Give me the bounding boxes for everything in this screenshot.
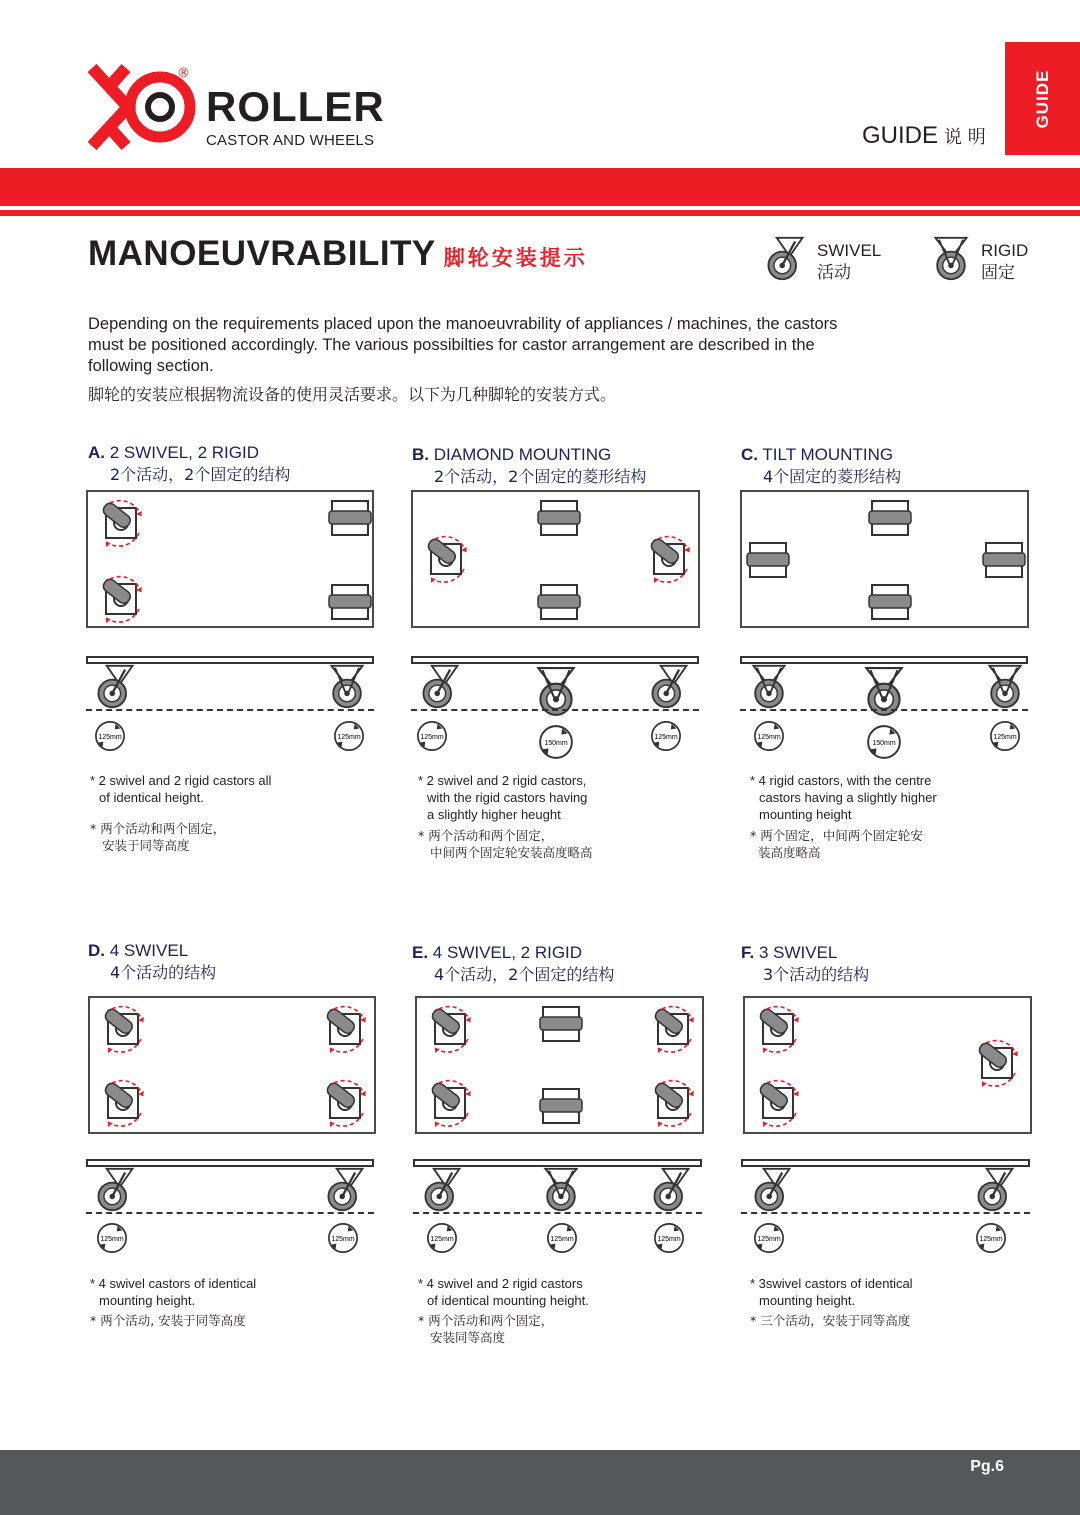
dimension-icon bbox=[416, 720, 448, 752]
section-b-note bbox=[418, 772, 593, 861]
swivel-castor-icon bbox=[644, 1074, 704, 1134]
section-b-title-cn: 2个活动，2个固定的菱形结构 bbox=[434, 467, 647, 486]
brand-tagline: CASTOR AND WHEELS bbox=[206, 132, 375, 149]
footer-bar bbox=[0, 1450, 1080, 1515]
swivel-legend-icon bbox=[762, 236, 808, 282]
legend-swivel-en: SWIVEL bbox=[817, 241, 882, 260]
section-e-heading bbox=[412, 942, 614, 986]
guide-tab-label: GUIDE bbox=[1032, 69, 1052, 128]
section-f-title: 3 SWIVEL bbox=[758, 943, 838, 962]
section-b-title: DIAMOND MOUNTING bbox=[433, 445, 612, 464]
section-f-title-cn: 3个活动的结构 bbox=[763, 965, 870, 984]
section-f-floor-line bbox=[741, 1212, 1030, 1214]
section-b-floor-line bbox=[411, 709, 699, 711]
rigid-legend-icon bbox=[928, 236, 974, 282]
section-f-letter: F. bbox=[741, 943, 755, 962]
rigid-wheel-icon bbox=[982, 664, 1028, 710]
swivel-wheel-icon bbox=[92, 664, 138, 710]
section-e-platform bbox=[413, 1159, 702, 1167]
note-line-cn: 安装于同等高度 bbox=[102, 838, 190, 853]
wheel-size-label: 125mm bbox=[420, 734, 444, 741]
rigid-castor-icon bbox=[537, 582, 581, 622]
dimension-icon bbox=[653, 1222, 685, 1254]
dimension-icon bbox=[327, 1222, 359, 1254]
section-f-plan bbox=[743, 996, 1032, 1134]
section-d-title: 4 SWIVEL bbox=[109, 941, 189, 960]
legend-swivel bbox=[817, 240, 881, 284]
wheel-size-label: 125mm bbox=[337, 734, 361, 741]
wheel-size-label: 125mm bbox=[98, 734, 122, 741]
note-line: with the rigid castors having bbox=[427, 790, 588, 805]
rigid-castor-icon bbox=[982, 540, 1026, 580]
rigid-castor-icon bbox=[328, 498, 372, 538]
rigid-wheel-icon bbox=[746, 664, 792, 710]
note-line: * 3swivel castors of identical bbox=[750, 1276, 913, 1291]
note-line: * 2 swivel and 2 rigid castors, bbox=[418, 773, 587, 788]
section-d-floor-line bbox=[86, 1212, 374, 1214]
note-line: mounting height. bbox=[99, 1293, 196, 1308]
registered-mark: ® bbox=[177, 66, 190, 81]
section-a-letter: A. bbox=[88, 443, 105, 462]
section-c-heading bbox=[741, 444, 901, 488]
wheel-size-label: 125mm bbox=[430, 1236, 454, 1243]
page-title-cn: 脚轮安装提示 bbox=[443, 246, 588, 270]
section-c-note bbox=[750, 772, 937, 861]
page-number: Pg.6 bbox=[970, 1458, 1004, 1475]
wheel-size-label: 150mm bbox=[872, 740, 896, 747]
note-line: of identical mounting height. bbox=[427, 1293, 589, 1308]
dimension-icon bbox=[866, 724, 902, 760]
dimension-icon bbox=[94, 720, 126, 752]
rigid-castor-icon bbox=[537, 498, 581, 538]
section-b-heading bbox=[412, 444, 646, 488]
wheel-size-label: 125mm bbox=[657, 1236, 681, 1243]
section-c-letter: C. bbox=[741, 445, 758, 464]
note-line-cn: * 两个固定，中间两个固定轮安 bbox=[750, 828, 923, 843]
legend-rigid bbox=[981, 240, 1028, 284]
swivel-castor-icon bbox=[968, 1034, 1028, 1094]
section-a-heading bbox=[88, 442, 290, 486]
dimension-icon bbox=[538, 724, 574, 760]
section-a-title-cn: 2个活动，2个固定的结构 bbox=[110, 465, 291, 484]
wheel-size-label: 125mm bbox=[550, 1236, 574, 1243]
swivel-castor-icon bbox=[421, 1000, 481, 1060]
section-e-note bbox=[418, 1275, 589, 1346]
section-d-platform bbox=[86, 1159, 374, 1167]
header-stripe bbox=[0, 210, 1080, 216]
note-line: * 4 rigid castors, with the centre bbox=[750, 773, 932, 788]
section-a-plan bbox=[86, 490, 374, 628]
guide-label-cn: 说 明 bbox=[944, 127, 986, 148]
dimension-icon bbox=[333, 720, 365, 752]
swivel-castor-icon bbox=[316, 1074, 376, 1134]
swivel-castor-icon bbox=[94, 1000, 154, 1060]
swivel-wheel-icon bbox=[648, 1167, 694, 1213]
section-f-note bbox=[750, 1275, 913, 1329]
section-d-title-cn: 4个活动的结构 bbox=[110, 963, 217, 982]
section-a-platform bbox=[86, 656, 374, 664]
note-line: a slightly higher heught bbox=[427, 807, 561, 822]
rigid-castor-icon bbox=[539, 1004, 583, 1044]
guide-label bbox=[862, 122, 986, 150]
swivel-castor-icon bbox=[749, 1000, 809, 1060]
legend-rigid-cn: 固定 bbox=[981, 263, 1015, 283]
section-d-note bbox=[90, 1275, 256, 1329]
wheel-size-label: 125mm bbox=[757, 734, 781, 741]
section-d-plan bbox=[88, 996, 376, 1134]
dimension-icon bbox=[753, 1222, 785, 1254]
note-line: mounting height. bbox=[759, 1293, 856, 1308]
note-line-cn: 装高度略高 bbox=[758, 845, 821, 860]
brand-name: ROLLER bbox=[206, 83, 385, 130]
section-b-letter: B. bbox=[412, 445, 429, 464]
wheel-size-label: 125mm bbox=[993, 734, 1017, 741]
intro-text-cn: 脚轮的安装应根据物流设备的使用灵活要求。以下为几种脚轮的安装方式。 bbox=[88, 385, 617, 404]
dimension-icon bbox=[650, 720, 682, 752]
rigid-wheel-icon bbox=[538, 1167, 584, 1213]
swivel-castor-icon bbox=[92, 494, 152, 554]
swivel-castor-icon bbox=[417, 530, 477, 590]
note-line: * 4 swivel castors of identical bbox=[90, 1276, 257, 1291]
swivel-wheel-icon bbox=[322, 1167, 368, 1213]
section-a-note bbox=[90, 772, 271, 854]
dimension-icon bbox=[426, 1222, 458, 1254]
page-title bbox=[88, 234, 588, 274]
section-e-title: 4 SWIVEL, 2 RIGID bbox=[432, 943, 583, 962]
logo-icon bbox=[88, 62, 198, 152]
section-e-floor-line bbox=[413, 1212, 702, 1214]
note-line-cn: * 三个活动，安装于同等高度 bbox=[750, 1313, 911, 1328]
swivel-castor-icon bbox=[92, 570, 152, 630]
swivel-castor-icon bbox=[640, 530, 700, 590]
note-line-cn: * 两个活动, 安装于同等高度 bbox=[90, 1313, 246, 1328]
note-line: mounting height bbox=[759, 807, 852, 822]
note-line: of identical height. bbox=[99, 790, 204, 805]
swivel-wheel-icon bbox=[972, 1167, 1018, 1213]
dimension-icon bbox=[753, 720, 785, 752]
note-line-cn: 安装同等高度 bbox=[430, 1330, 506, 1345]
note-line-cn: * 两个活动和两个固定， bbox=[90, 821, 226, 836]
dimension-icon bbox=[989, 720, 1021, 752]
dimension-icon bbox=[546, 1222, 578, 1254]
guide-label-en: GUIDE bbox=[862, 122, 939, 149]
section-e-title-cn: 4个活动，2个固定的结构 bbox=[434, 965, 615, 984]
dimension-icon bbox=[975, 1222, 1007, 1254]
wheel-size-label: 125mm bbox=[654, 734, 678, 741]
swivel-castor-icon bbox=[749, 1074, 809, 1134]
intro-text: Depending on the requirements placed upon the manoeuvrability of appliances / machines, the castors must be positioned accordingly. The various possibilties for castor arrangement are described in the following section. bbox=[88, 315, 838, 375]
swivel-wheel-icon bbox=[419, 1167, 465, 1213]
wheel-size-label: 125mm bbox=[979, 1236, 1003, 1243]
swivel-castor-icon bbox=[644, 1000, 704, 1060]
section-a-floor-line bbox=[86, 709, 374, 711]
section-c-platform bbox=[740, 656, 1028, 664]
section-f-platform bbox=[741, 1159, 1030, 1167]
section-c-title-cn: 4个固定的菱形结构 bbox=[763, 467, 902, 486]
wheel-size-label: 150mm bbox=[544, 740, 568, 747]
note-line: castors having a slightly higher bbox=[759, 790, 937, 805]
section-d-letter: D. bbox=[88, 941, 105, 960]
section-e-letter: E. bbox=[412, 943, 429, 962]
section-b-platform bbox=[411, 656, 699, 664]
note-line: * 2 swivel and 2 rigid castors all bbox=[90, 773, 272, 788]
section-e-plan bbox=[415, 996, 704, 1134]
swivel-wheel-icon bbox=[646, 664, 692, 710]
rigid-wheel-icon bbox=[324, 664, 370, 710]
legend-swivel-cn: 活动 bbox=[817, 263, 851, 283]
swivel-castor-icon bbox=[421, 1074, 481, 1134]
section-c-title: TILT MOUNTING bbox=[762, 445, 894, 464]
section-d-heading bbox=[88, 940, 216, 984]
section-a-title: 2 SWIVEL, 2 RIGID bbox=[109, 443, 259, 462]
note-line-cn: 中间两个固定轮安装高度略高 bbox=[430, 845, 593, 860]
note-line-cn: * 两个活动和两个固定， bbox=[418, 1313, 554, 1328]
section-f-heading bbox=[741, 942, 869, 986]
rigid-castor-icon bbox=[868, 498, 912, 538]
swivel-castor-icon bbox=[316, 1000, 376, 1060]
swivel-wheel-icon bbox=[417, 664, 463, 710]
dimension-icon bbox=[96, 1222, 128, 1254]
rigid-castor-icon bbox=[539, 1086, 583, 1126]
wheel-size-label: 125mm bbox=[331, 1236, 355, 1243]
page-title-en: MANOEUVRABILITY bbox=[88, 234, 436, 273]
section-b-plan bbox=[411, 490, 700, 628]
rigid-castor-icon bbox=[868, 582, 912, 622]
swivel-wheel-icon bbox=[92, 1167, 138, 1213]
legend-rigid-en: RIGID bbox=[981, 241, 1029, 260]
swivel-wheel-icon bbox=[749, 1167, 795, 1213]
wheel-size-label: 125mm bbox=[757, 1236, 781, 1243]
rigid-castor-icon bbox=[328, 582, 372, 622]
header-band bbox=[0, 168, 1080, 206]
wheel-size-label: 125mm bbox=[100, 1236, 124, 1243]
note-line: * 4 swivel and 2 rigid castors bbox=[418, 1276, 583, 1291]
section-c-plan bbox=[740, 490, 1029, 628]
swivel-castor-icon bbox=[94, 1074, 154, 1134]
rigid-castor-icon bbox=[746, 540, 790, 580]
rigid-wheel-icon bbox=[858, 664, 910, 720]
note-line-cn: * 两个活动和两个固定， bbox=[418, 828, 554, 843]
section-c-floor-line bbox=[740, 709, 1028, 711]
guide-tab bbox=[1005, 42, 1080, 155]
rigid-wheel-icon bbox=[530, 664, 582, 720]
